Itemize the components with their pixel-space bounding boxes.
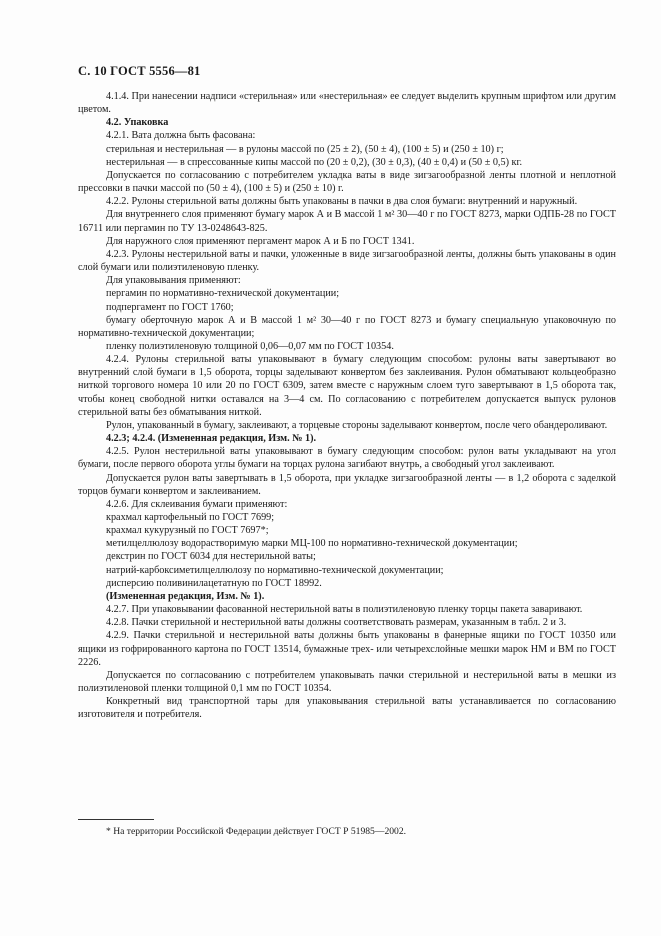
amendment-note: 4.2.3; 4.2.4. (Измененная редакция, Изм. № 1). bbox=[106, 433, 317, 445]
list-item: натрий-карбоксиметилцеллюлозу по нормативно-технической документации; bbox=[106, 564, 444, 576]
paragraph: Допускается рулон ваты завертывать в 1,5 оборота, при укладке зигзагообразной ленты — в 1,2 оборота с заделкой торцов бумаги конвертом и заклеиванием. bbox=[78, 472, 616, 497]
paragraph: Для внутреннего слоя применяют бумагу марок А и В массой 1 м² 30—40 г по ГОСТ 8273, марки ОДПБ-28 по ГОСТ 16711 или пергамин по ТУ 13-0248643-825. bbox=[78, 209, 616, 234]
para-4-1-4: 4.1.4. При нанесении надписи «стерильная» или «нестерильная» ее следует выделить крупным шрифтом или другим цветом. bbox=[78, 91, 616, 116]
paragraph: Для упаковывания применяют: bbox=[106, 275, 241, 287]
footnote-divider bbox=[78, 819, 154, 820]
list-item: метилцеллюлозу водорастворимую марки МЦ-100 по нормативно-технической документации; bbox=[106, 538, 518, 550]
para-4-2-8: 4.2.8. Пачки стерильной и нестерильной ваты должны соответствовать размерам, указанным в табл. 2 и 3. bbox=[106, 617, 567, 629]
footnote: * На территории Российской Федерации действует ГОСТ Р 51985—2002. bbox=[106, 826, 407, 837]
list-item: декстрин по ГОСТ 6034 для нестерильной ваты; bbox=[106, 551, 316, 563]
para-4-2-4: 4.2.4. Рулоны стерильной ваты упаковывают в бумагу следующим способом: рулоны ваты завертывают во внутренний слой бумаги в 1,5 оборота, торцы заделывают конвертом без заклеивания. Рулон обматывают кольцеобразно ниткой торгового номера 10 или 20 по ГОСТ 6309, затем вместе с наружным слоем туго завертывают в 1,5 оборота так, чтобы конец свободной нитки оставался на 3—4 см. По согласованию с потребителем допускается выпуск рулонов стерильной ваты без обматывания ниткой. bbox=[78, 354, 616, 418]
paragraph: Допускается по согласованию с потребителем упаковывать пачки стерильной и нестерильной ваты в мешки из полиэтиленовой пленки толщиной 0,1 мм по ГОСТ 10354. bbox=[78, 669, 616, 695]
paragraph: Для наружного слоя применяют пергамент марок А и Б по ГОСТ 1341. bbox=[106, 235, 415, 247]
list-item: подпергамент по ГОСТ 1760; bbox=[106, 301, 234, 313]
para-4-2-7: 4.2.7. При упаковывании фасованной нестерильной ваты в полиэтиленовую пленку торцы пакета заваривают. bbox=[106, 604, 583, 616]
paragraph: Допускается по согласованию с потребителем укладка ваты в виде зигзагообразной ленты плотной и неплотной прессовки в пачки массой по (50 ± 4), (100 ± 5) и (250 ± 10) г. bbox=[78, 169, 616, 195]
para-4-2-1: 4.2.1. Вата должна быть фасована: bbox=[106, 130, 256, 142]
list-item: пленку полиэтиленовую толщиной 0,06—0,07 мм по ГОСТ 10354. bbox=[106, 340, 394, 352]
para-4-2-2: 4.2.2. Рулоны стерильной ваты должны быть упакованы в пачки в два слоя бумаги: внутренний и наружный. bbox=[106, 196, 578, 208]
amendment-note: (Измененная редакция, Изм. № 1). bbox=[106, 590, 265, 602]
list-item: крахмал кукурузный по ГОСТ 7697*; bbox=[106, 525, 269, 537]
para-4-2-3: 4.2.3. Рулоны нестерильной ваты и пачки, уложенные в виде зигзагообразной ленты, должны быть упакованы в один слой бумаги или полиэтиленовую пленку. bbox=[78, 248, 616, 274]
paragraph: Рулон, упакованный в бумагу, заклеивают, а торцевые стороны заделывают конвертом, после чего обандероливают. bbox=[106, 419, 608, 431]
para-4-2-5: 4.2.5. Рулон нестерильной ваты упаковывают в бумагу следующим способом: рулон ваты укладывают на угол бумаги, после первого оборота углы бумаги на торцах рулона загибают внутрь, а свободный угол заклеивают. bbox=[78, 446, 616, 471]
running-head: С. 10 ГОСТ 5556—81 bbox=[78, 64, 201, 78]
section-heading-packaging: 4.2. Упаковка bbox=[106, 117, 169, 129]
para-4-2-9: 4.2.9. Пачки стерильной и нестерильной ваты должны быть упакованы в фанерные ящики по ГОСТ 10350 или ящики из гофрированного картона по ГОСТ 13514, бумажные трех- или четырехслойные мешки марок НМ и ВМ по ГОСТ 2226. bbox=[78, 630, 616, 668]
list-item: крахмал картофельный по ГОСТ 7699; bbox=[106, 512, 275, 523]
list-item: пергамин по нормативно-технической документации; bbox=[106, 288, 340, 300]
list-item: бумагу оберточную марок А и В массой 1 м² 30—40 г по ГОСТ 8273 и бумагу специальную упаковочную по нормативно-технической документации; bbox=[78, 314, 616, 339]
para-4-2-6: 4.2.6. Для склеивания бумаги применяют: bbox=[106, 498, 288, 510]
list-item: дисперсию поливинилацетатную по ГОСТ 18992. bbox=[106, 577, 322, 589]
page-body bbox=[78, 90, 616, 722]
list-item: нестерильная — в спрессованные кипы массой по (20 ± 0,2), (30 ± 0,3), (40 ± 0,4) и (50 ± 0,5) кг. bbox=[106, 156, 523, 168]
list-item: стерильная и нестерильная — в рулоны массой по (25 ± 2), (50 ± 4), (100 ± 5) и (250 ± 10) г; bbox=[106, 143, 504, 155]
paragraph: Конкретный вид транспортной тары для упаковывания стерильной ваты устанавливается по согласованию изготовителя и потребителя. bbox=[78, 696, 616, 721]
